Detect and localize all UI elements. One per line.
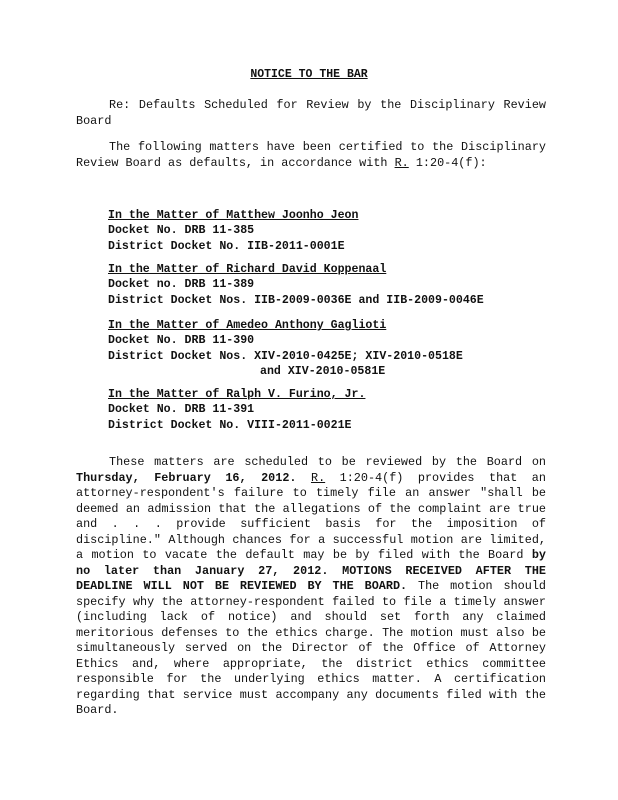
re-subject: Defaults Scheduled for Review by the Disciplinary Review Board: [76, 98, 546, 128]
re-line: [76, 98, 546, 129]
matter-heading: In the Matter of Matthew Joonho Jeon: [108, 209, 359, 222]
review-date: Thursday, February 16, 2012.: [76, 470, 297, 485]
body-text: These matters are scheduled to be reviewed by the Board on: [109, 455, 546, 469]
matter-entry: [108, 262, 484, 308]
body-text: [296, 471, 311, 485]
matter-entry: [108, 387, 365, 433]
body-paragraph: [76, 455, 546, 719]
matter-entry: [108, 208, 358, 254]
intro-text: The following matters have been certified to the Disciplinary Review Board as defaults, in accordance with: [76, 140, 546, 170]
matter-heading: In the Matter of Ralph V. Furino, Jr.: [108, 388, 366, 401]
intro-paragraph: [76, 140, 546, 171]
matter-district-docket: District Docket No. VIII-2011-0021E: [108, 418, 352, 432]
matter-district-docket-continued: and XIV-2010-0581E: [260, 364, 386, 378]
matter-district-docket: District Docket No. IIB-2011-0001E: [108, 239, 345, 253]
matter-entry: [108, 318, 463, 379]
matter-heading: In the Matter of Richard David Koppenaal: [108, 263, 387, 276]
matter-heading: In the Matter of Amedeo Anthony Gaglioti: [108, 319, 387, 332]
matter-district-docket: District Docket Nos. IIB-2009-0036E and IIB-2009-0046E: [108, 293, 484, 307]
deadline-notice: by no later than January 27, 2012. MOTIONS RECEIVED AFTER THE DEADLINE WILL NOT BE REVIEWED BY THE BOARD.: [76, 548, 546, 593]
matter-docket: Docket no. DRB 11-389: [108, 278, 255, 292]
page-title: NOTICE TO THE BAR: [250, 68, 368, 81]
matter-docket: Docket No. DRB 11-385: [108, 224, 255, 238]
re-prefix: Re:: [109, 98, 139, 112]
rule-reference: R.: [310, 470, 326, 485]
rule-reference: R.: [394, 155, 409, 170]
matter-district-docket: District Docket Nos. XIV-2010-0425E; XIV-2010-0518E: [108, 349, 463, 363]
rule-number: 1:20-4(f):: [408, 155, 487, 170]
matter-docket: Docket No. DRB 11-390: [108, 334, 255, 348]
body-text: 1:20-4(f) provides that an attorney-respondent's failure to timely file an answer "shall be deemed an admission that the allegations of the complaint are true and . . . provide sufficient basis for the imposition of discipline." Although chances for a successful motion are limited, a motion to vacate the default may be by filed with the Board: [76, 470, 546, 562]
body-text: The motion should specify why the attorney-respondent failed to file a timely answer (including lack of notice) and should set forth any claimed meritorious defenses to the ethics charge. The motion must also be simultaneously served on the Director of the Office of Attorney Ethics and, where appropriate, the district ethics committee responsible for the underlying ethics matter. A certification regarding that service must accompany any documents filed with the Board.: [76, 579, 546, 717]
matter-docket: Docket No. DRB 11-391: [108, 403, 255, 417]
